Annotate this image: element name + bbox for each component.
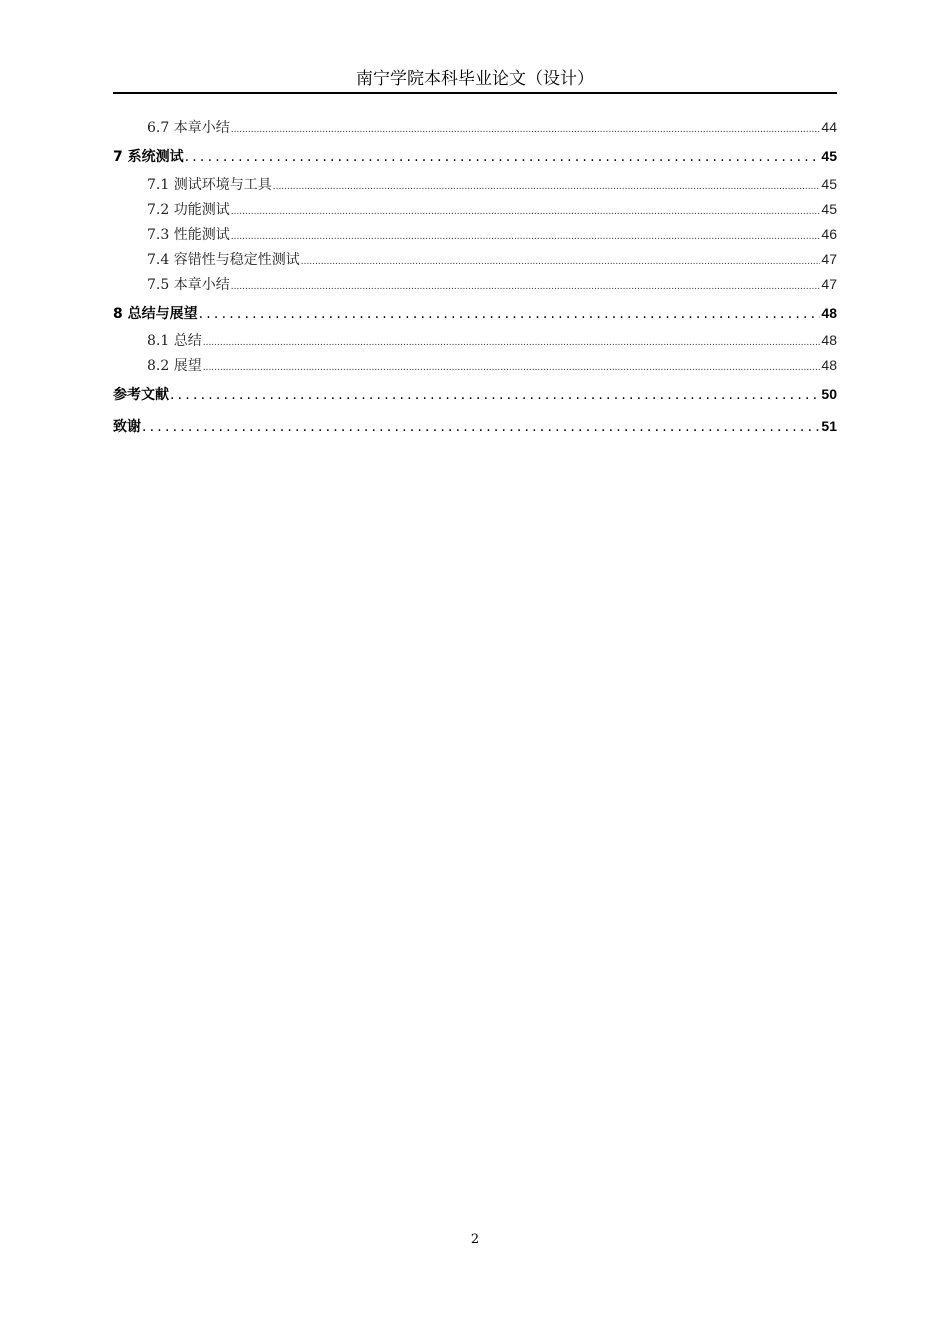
dot-leader: [231, 232, 821, 242]
toc-entry-label: 8 总结与展望: [113, 306, 198, 322]
dot-leader: [203, 363, 821, 373]
toc-entry-page: 48: [821, 305, 837, 321]
toc-entry[interactable]: [113, 330, 837, 350]
toc-entry-page: 48: [821, 332, 837, 348]
page-footer: [0, 1232, 950, 1247]
page-number: 2: [470, 1232, 480, 1247]
toc-entry[interactable]: [113, 146, 837, 166]
dot-leader: [301, 257, 821, 267]
toc-entry[interactable]: [113, 384, 837, 404]
toc-entry[interactable]: [113, 416, 837, 436]
toc-entry-page: 48: [821, 357, 837, 373]
toc-entry-page: 44: [821, 119, 837, 135]
toc-entry-label: 参考文献: [113, 387, 169, 403]
toc-entry[interactable]: [113, 249, 837, 269]
toc-entry[interactable]: [113, 274, 837, 294]
toc-entry[interactable]: [113, 355, 837, 375]
toc-entry-label: 致谢: [113, 419, 141, 435]
dot-leader: [231, 207, 821, 217]
toc-entry-label: 7.2 功能测试: [147, 202, 230, 218]
toc-entry-label: 7 系统测试: [113, 149, 184, 165]
dot-leader: [203, 338, 821, 348]
dot-leader: [273, 182, 821, 192]
header-title: 南宁学院本科毕业论文（设计）: [356, 69, 594, 89]
toc-entry[interactable]: [113, 224, 837, 244]
toc-entry-label: 7.4 容错性与稳定性测试: [147, 252, 300, 268]
dot-leader: [199, 306, 821, 322]
toc-entry[interactable]: [113, 303, 837, 323]
toc-entry[interactable]: [113, 174, 837, 194]
dot-leader: [231, 125, 821, 135]
toc-entry-page: 47: [821, 251, 837, 267]
toc-entry-label: 7.1 测试环境与工具: [147, 177, 272, 193]
toc-entry[interactable]: [113, 117, 837, 137]
toc-entry-label: 6.7 本章小结: [147, 120, 230, 136]
toc-entry[interactable]: [113, 199, 837, 219]
toc-entry-page: 51: [821, 418, 837, 434]
toc-entry-page: 50: [821, 386, 837, 402]
toc-entry-label: 8.1 总结: [147, 333, 202, 349]
toc-entry-page: 47: [821, 276, 837, 292]
dot-leader: [231, 282, 821, 292]
toc-entry-label: 7.3 性能测试: [147, 227, 230, 243]
toc-entry-page: 45: [821, 148, 837, 164]
toc-entry-label: 7.5 本章小结: [147, 277, 230, 293]
toc-entry-page: 46: [821, 226, 837, 242]
page-header: [113, 66, 837, 94]
toc-entry-page: 45: [821, 201, 837, 217]
dot-leader: [170, 387, 820, 403]
dot-leader: [142, 419, 820, 435]
toc-entry-label: 8.2 展望: [147, 358, 202, 374]
toc-entry-page: 45: [821, 176, 837, 192]
dot-leader: [185, 149, 821, 165]
